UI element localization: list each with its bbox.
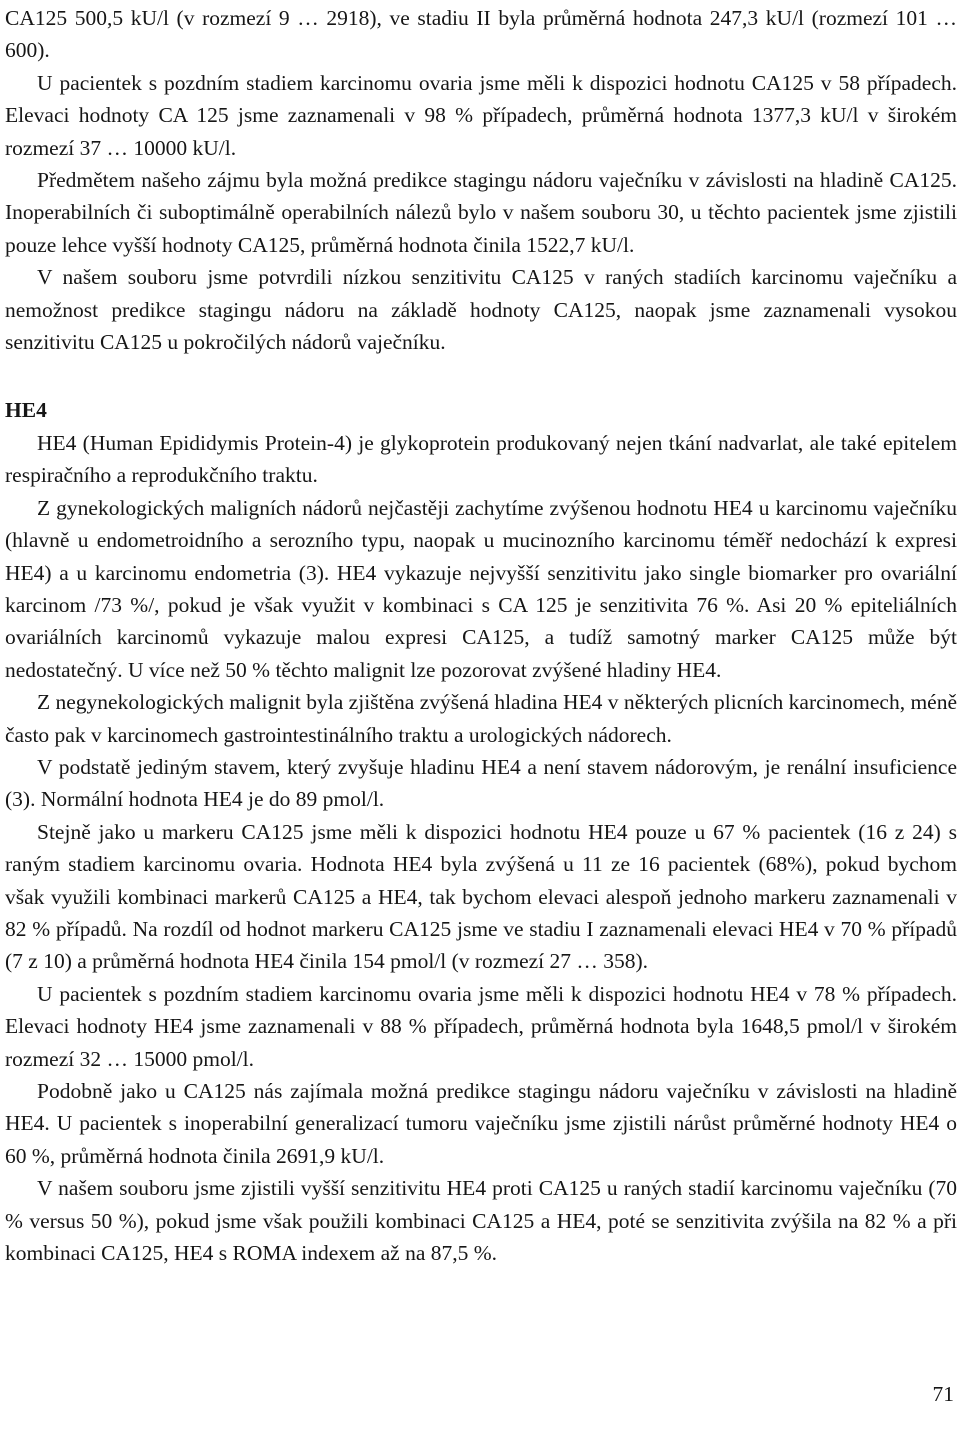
paragraph-ca125-conclusion: V našem souboru jsme potvrdili nízkou senzitivitu CA125 v raných stadiích karcinomu vaječníku a nemožnost predikce stagingu nádoru na základě hodnoty CA125, naopak jsme zaznamenali vysokou senzitivitu CA125 u pokročilých nádorů vaječníku. (5, 265, 957, 355)
paragraph-he4-late-stage: U pacientek s pozdním stadiem karcinomu ovaria jsme měli k dispozici hodnotu HE4 v 78 % případech. Elevaci hodnoty HE4 jsme zaznamenali v 88 % případech, průměrná hodnota byla 1648,5 pmol/l v širokém rozmezí 32 … 15000 pmol/l. (5, 981, 957, 1071)
paragraph-he4-gynecologic-tumors: Z gynekologických maligních nádorů nejčastěji zachytíme zvýšenou hodnotu HE4 u karcinomu vaječníku (hlavně u endometroidního a serozního typu, naopak u mucinozního karcinomu téměř nedochází k expresi HE4) a u karcinomu endometria (3). HE4 vykazuje nejvyšší senzitivitu jako single biomarker pro ovariální karcinom /73 %/, pokud je však využit v kombinaci s CA 125 je senzitivita 76 %. Asi 20 % epiteliálních ovariálních karcinomů vykazuje malou expresi CA125, a tudíž samotný marker CA125 může být nedostatečný. U více než 50 % těchto malignit lze pozorovat zvýšené hladiny HE4. (5, 495, 957, 682)
paragraph-he4-renal-insufficiency: V podstatě jediným stavem, který zvyšuje hladinu HE4 a není stavem nádorovým, je renální insuficience (3). Normální hodnota HE4 je do 89 pmol/l. (5, 754, 957, 812)
document-page (5, 2, 957, 1269)
paragraph-he4-early-stage: Stejně jako u markeru CA125 jsme měli k dispozici hodnotu HE4 pouze u 67 % pacientek (16 z 24) s raným stadiem karcinomu ovaria. Hodnota HE4 byla zvýšená u 11 ze 16 pacientek (68%), pokud bychom však využili kombinaci markerů CA125 a HE4, tak bychom elevaci alespoň jednoho markeru zaznamenali v 82 % případů. Na rozdíl od hodnot markeru CA125 jsme ve stadiu I zaznamenali elevaci HE4 v 70 % případů (7 z 10) a průměrná hodnota HE4 činila 154 pmol/l (v rozmezí 27 … 358). (5, 819, 957, 974)
page-number: 71 (932, 1382, 954, 1406)
paragraph-he4-conclusion: V našem souboru jsme zjistili vyšší senzitivitu HE4 proti CA125 u raných stadií karcinomu vaječníku (70 % versus 50 %), pokud jsme však použili kombinaci CA125 a HE4, poté se senzitivita zvýšila na 82 % a při kombinaci CA125, HE4 s ROMA indexem až na 87,5 %. (5, 1176, 957, 1266)
paragraph-ca125-staging-prediction: Předmětem našeho zájmu byla možná predikce stagingu nádoru vaječníku v závislosti na hladině CA125. Inoperabilních či suboptimálně operabilních nálezů bylo v našem souboru 30, u těchto pacientek jsme zjistili pouze lehce vyšší hodnoty CA125, průměrná hodnota činila 1522,7 kU/l. (5, 168, 957, 257)
paragraph-ca125-late-stage: U pacientek s pozdním stadiem karcinomu ovaria jsme měli k dispozici hodnotu CA125 v 58 případech. Elevaci hodnoty CA 125 jsme zaznamenali v 98 % případech, průměrná hodnota 1377,3 kU/l v širokém rozmezí 37 … 10000 kU/l. (5, 70, 957, 160)
paragraph-he4-definition: HE4 (Human Epididymis Protein-4) je glykoprotein produkovaný nejen tkání nadvarlat, ale také epitelem respiračního a reprodukčního traktu. (5, 430, 957, 488)
paragraph-he4-staging-prediction: Podobně jako u CA125 nás zajímala možná predikce stagingu nádoru vaječníku v závislosti na hladině HE4. U pacientek s inoperabilní generalizací tumoru vaječníku jsme zjistili nárůst průměrné hodnoty HE4 o 60 %, průměrná hodnota činila 2691,9 kU/l. (5, 1079, 957, 1168)
section-heading-he4: HE4 (5, 398, 47, 423)
paragraph-ca125-stage-ii: CA125 500,5 kU/l (v rozmezí 9 … 2918), ve stadiu II byla průměrná hodnota 247,3 kU/l (rozmezí 101 … 600). (5, 6, 957, 63)
paragraph-he4-non-gynecologic: Z negynekologických malignit byla zjištěna zvýšená hladina HE4 v některých plicních karcinomech, méně často pak v karcinomech gastrointestinálního traktu a urologických nádorech. (5, 690, 958, 747)
